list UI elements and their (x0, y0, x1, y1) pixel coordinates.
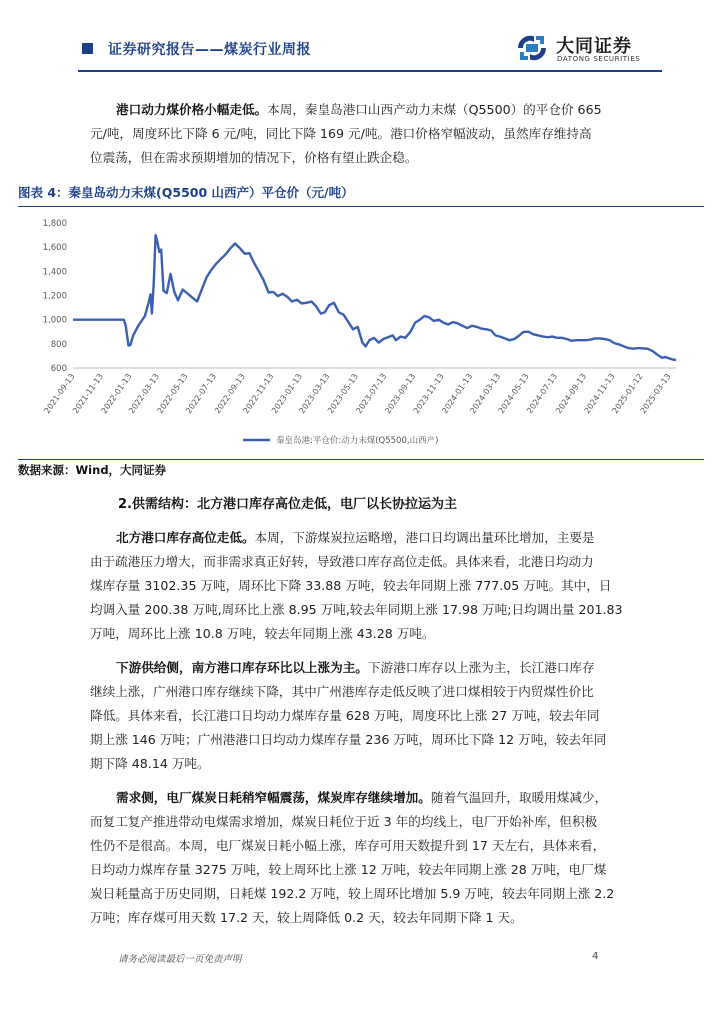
x-tick-label: 2023-01-13 (269, 371, 304, 416)
x-tick-label: 2023-07-13 (354, 371, 389, 416)
y-tick-label: 600 (50, 364, 67, 374)
header-square-icon (82, 43, 93, 54)
paragraph-line: 本周，下游煤炭拉运略增，港口日均调出量环比增加，主要是 (254, 530, 595, 545)
paragraph-line: 随着气温回升，取暖用煤减少， (430, 790, 608, 805)
paragraph-line: 位震荡，但在需求预期增加的情况下，价格有望止跌企稳。 (90, 150, 418, 165)
legend-label: 秦皇岛港:平仓价:动力末煤(Q5500,山西产) (276, 436, 439, 446)
paragraph-line: 下游港口库存以上涨为主，长江港口库存 (367, 660, 595, 675)
paragraph-line: 日均动力煤库存量 3275 万吨，较上周环比上涨 12 万吨，较去年同期上涨 28 万吨，电厂煤 (90, 862, 607, 877)
report-series-title: 证券研究报告——煤炭行业周报 (108, 42, 311, 58)
y-tick-label: 1,200 (42, 291, 67, 302)
x-tick-label: 2021-11-13 (71, 371, 106, 416)
y-tick-label: 1,000 (42, 315, 67, 326)
x-tick-label: 2022-09-13 (212, 371, 247, 416)
paragraph-lead: 北方港口库存高位走低。 (116, 530, 255, 545)
paragraph-line: 万吨，周环比上涨 10.8 万吨，较去年同期上涨 43.28 万吨。 (90, 626, 435, 641)
paragraph-demand (90, 786, 662, 930)
chart-legend (243, 435, 438, 446)
chart-series-line (73, 235, 676, 360)
figure-top-rule (18, 206, 704, 207)
x-tick-label: 2022-05-13 (155, 371, 190, 416)
figure-bottom-rule (18, 459, 704, 460)
x-tick-label: 2024-09-13 (554, 371, 589, 416)
x-tick-label: 2022-07-13 (184, 371, 219, 416)
paragraph-line: 降低。具体来看，长江港口日均动力煤库存量 628 万吨，周度环比上涨 27 万吨，较去年同 (90, 708, 600, 723)
paragraph-lead: 下游供给侧，南方港口库存环比以上涨为主。 (116, 660, 368, 675)
paragraph-port-price (90, 98, 662, 170)
paragraph-lead: 港口动力煤价格小幅走低。 (116, 102, 268, 117)
x-tick-label: 2023-03-13 (297, 371, 332, 416)
paragraph-south-port (90, 656, 662, 776)
x-tick-label: 2024-03-13 (468, 371, 503, 416)
paragraph-line: 继续上涨，广州港口库存继续下降，其中广州港库存走低反映了进口煤相较于内贸煤性价比 (90, 684, 594, 699)
paragraph-lead: 需求侧，电厂煤炭日耗稍窄幅震荡，煤炭库存继续增加。 (116, 790, 431, 805)
coal-price-line-chart (18, 210, 704, 456)
x-tick-label: 2025-03-13 (638, 371, 673, 416)
footer-disclaimer: 请务必阅读最后一页免责声明 (118, 954, 242, 965)
y-tick-label: 1,400 (42, 267, 67, 278)
report-header (78, 30, 662, 70)
paragraph-line: 期上涨 146 万吨；广州港港口日均动力煤库存量 236 万吨，周环比下降 12 万吨，较去年同 (90, 732, 607, 747)
x-tick-label: 2022-03-13 (127, 371, 162, 416)
paragraph-line: 均调入量 200.38 万吨,周环比上涨 8.95 万吨,较去年同期上涨 17.98 万吨;日均调出量 201.83 (90, 602, 623, 617)
x-tick-label: 2024-05-13 (496, 371, 531, 416)
x-tick-label: 2023-09-13 (383, 371, 418, 416)
x-tick-label: 2024-07-13 (525, 371, 560, 416)
x-tick-label: 2022-11-13 (241, 371, 276, 416)
paragraph-line: 性仍不是很高。本周，电厂煤炭日耗小幅上涨，库存可用天数提升到 17 天左右，具体来看， (90, 838, 606, 853)
x-tick-label: 2022-01-13 (99, 371, 134, 416)
paragraph-line: 期下降 48.14 万吨。 (90, 756, 210, 771)
x-tick-label: 2021-09-13 (42, 371, 77, 416)
logo-name: 大同证券 (556, 36, 632, 57)
datong-logo-icon (512, 30, 552, 66)
paragraph-line: 万吨；库存煤可用天数 17.2 天，较上周降低 0.2 天，较去年同期下降 1 天。 (90, 910, 523, 925)
x-tick-label: 2024-01-13 (440, 371, 475, 416)
paragraph-line: 煤库存量 3102.35 万吨，周环比下降 33.88 万吨，较去年同期上涨 777.05 万吨。其中，日 (90, 578, 612, 593)
x-axis (43, 372, 673, 415)
y-tick-label: 800 (50, 339, 67, 350)
x-tick-label: 2024-11-13 (582, 371, 617, 416)
paragraph-line: 由于疏港压力增大，而非需求真正好转，导致港口库存高位走低。具体来看，北港日均动力 (90, 554, 594, 569)
paragraph-line: 炭日耗量高于历史同期，日耗煤 192.2 万吨，较上周环比增加 5.9 万吨，较去年同期上涨 2.2 (90, 886, 615, 901)
paragraph-line: 元/吨，周度环比下降 6 元/吨，同比下降 169 元/吨。港口价格窄幅波动，虽然库存维持高 (90, 126, 592, 141)
y-axis (43, 219, 67, 374)
x-tick-label: 2023-11-13 (411, 371, 446, 416)
figure-source: 数据来源：Wind，大同证券 (18, 463, 167, 477)
datong-securities-logo (510, 30, 666, 66)
paragraph-line: 本周，秦皇岛港口山西产动力末煤（Q5500）的平仓价 665 (267, 102, 602, 117)
logo-english-name: DATONG SECURITIES (557, 55, 641, 63)
paragraph-line: 而复工复产推进带动电煤需求增加，煤炭日耗位于近 3 年的均线上，电厂开始补库，但积极 (90, 814, 598, 829)
x-tick-label: 2025-01-12 (610, 371, 645, 416)
figure-title: 图表 4：秦皇岛动力末煤(Q5500 山西产）平仓价（元/吨） (18, 185, 354, 200)
page-number: 4 (592, 951, 599, 962)
y-tick-label: 1,800 (42, 219, 67, 229)
x-tick-label: 2023-05-13 (325, 371, 360, 416)
paragraph-north-port (90, 526, 662, 646)
y-tick-label: 1,600 (42, 243, 67, 254)
section-heading: 2.供需结构：北方港口库存高位走低，电厂以长协拉运为主 (118, 497, 457, 512)
header-divider (78, 70, 662, 72)
